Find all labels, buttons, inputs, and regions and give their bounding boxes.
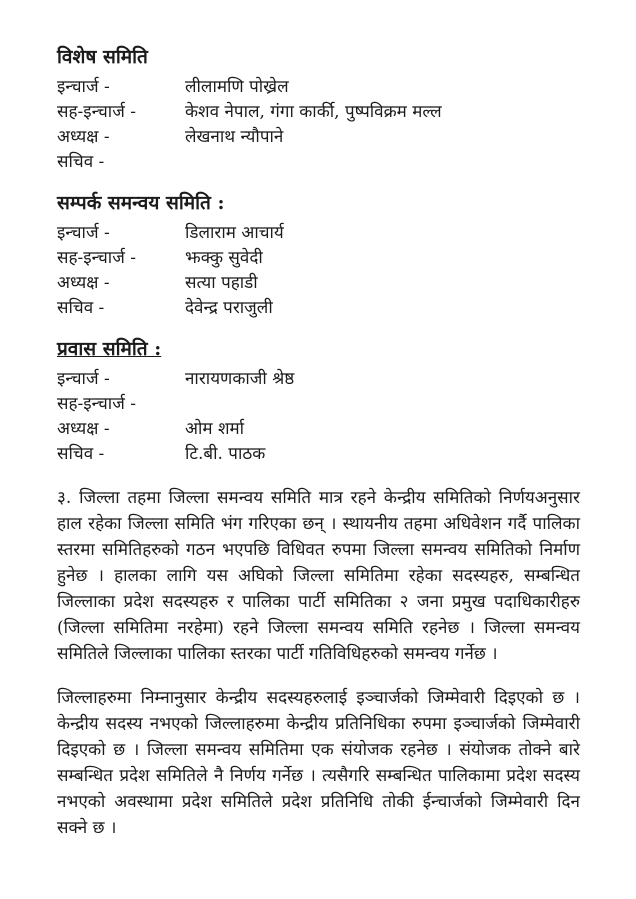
committee-row — [57, 246, 580, 271]
committee-row — [57, 271, 580, 296]
committee-row — [57, 417, 580, 442]
paragraph-incharge-responsibility: जिल्लाहरुमा निम्नानुसार केन्द्रीय सदस्यहरुलाई इञ्चार्जको जिम्मेवारी दिइएको छ । केन्द्रीय सदस्य नभएको जिल्लाहरुमा केन्द्रीय प्रतिनिधिका रुपमा इञ्चार्जको जिम्मेवारी दिइएको छ । जिल्ला समन्वय समितिमा एक संयोजक रहनेछ । संयोजक तोक्ने बारे सम्बन्धित प्रदेश समितिले नै निर्णय गर्नेछ । त्यसैगरि सम्बन्धित पालिकामा प्रदेश सदस्य नभएको अवस्थामा प्रदेश समितिले प्रदेश प्रतिनिधि तोकी ईन्चार्जको जिम्मेवारी दिन सक्ने छ । — [57, 688, 580, 838]
person-name: ओम शर्मा — [185, 419, 245, 439]
committee-row — [57, 392, 580, 417]
person-name — [185, 392, 580, 417]
position-label: इन्चार्ज - — [57, 77, 110, 97]
position-label: सह-इन्चार्ज - — [57, 102, 136, 122]
committee-row — [57, 442, 580, 467]
position-label: सचिव - — [57, 298, 105, 318]
committee-row — [57, 150, 580, 175]
position-label: अध्यक्ष - — [57, 273, 110, 293]
position-label: सचिव - — [57, 152, 105, 172]
position-label: अध्यक्ष - — [57, 419, 110, 439]
person-name: सत्या पहाडी — [185, 273, 258, 293]
position-label: सचिव - — [57, 444, 105, 464]
position-label: अध्यक्ष - — [57, 127, 110, 147]
person-name: लेखनाथ न्यौपाने — [185, 127, 284, 147]
committee-row — [57, 125, 580, 150]
person-name: झक्कु सुवेदी — [185, 248, 263, 268]
position-label: सह-इन्चार्ज - — [57, 248, 136, 268]
committee-section-vishesh — [57, 44, 580, 175]
committee-heading: सम्पर्क समन्वय समिति : — [57, 192, 225, 214]
person-name: टि.बी. पाठक — [185, 444, 266, 464]
committee-row — [57, 367, 580, 392]
position-label: इन्चार्ज - — [57, 223, 110, 243]
position-label: इन्चार्ज - — [57, 369, 110, 389]
committee-row — [57, 75, 580, 100]
person-name: केशव नेपाल, गंगा कार्की, पुष्पविक्रम मल्ल — [185, 102, 442, 122]
paragraph-district-committees: ३. जिल्ला तहमा जिल्ला समन्वय समिति मात्र रहने केन्द्रीय समितिको निर्णयअनुसार हाल रहेका जिल्ला समिति भंग गरिएका छन् । स्थायनीय तहमा अधिवेशन गर्दै पालिका स्तरमा समितिहरुको गठन भएपछि विधिवत रुपमा जिल्ला समन्वय समितिको निर्माण हुनेछ । हालका लागि यस अघिको जिल्ला समितिमा रहेका सदस्यहरु, सम्बन्धित जिल्लाका प्रदेश सदस्यहरु र पालिका पार्टी समितिका २ जना प्रमुख पदाधिकारीहरु (जिल्ला समितिमा नरहेमा) रहने जिल्ला समन्वय समिति रहनेछ । जिल्ला समन्वय समितिले जिल्लाका पालिका स्तरका पार्टी गतिविधिहरुको समन्वय गर्नेछ । — [57, 488, 580, 664]
person-name: लीलामणि पोख्रेल — [185, 77, 289, 97]
committee-row — [57, 100, 580, 125]
committee-heading: विशेष समिति — [57, 46, 148, 68]
committee-heading: प्रवास समिति : — [57, 338, 162, 360]
person-name: नारायणकाजी श्रेष्ठ — [185, 369, 295, 389]
committee-row — [57, 296, 580, 321]
person-name — [185, 150, 580, 175]
person-name: देवेन्द्र पराजुली — [185, 298, 273, 318]
committee-section-samparka — [57, 190, 580, 321]
committee-section-prabas — [57, 336, 580, 467]
person-name: डिलाराम आचार्य — [185, 223, 284, 243]
position-label: सह-इन्चार्ज - — [57, 394, 136, 414]
committee-row — [57, 221, 580, 246]
